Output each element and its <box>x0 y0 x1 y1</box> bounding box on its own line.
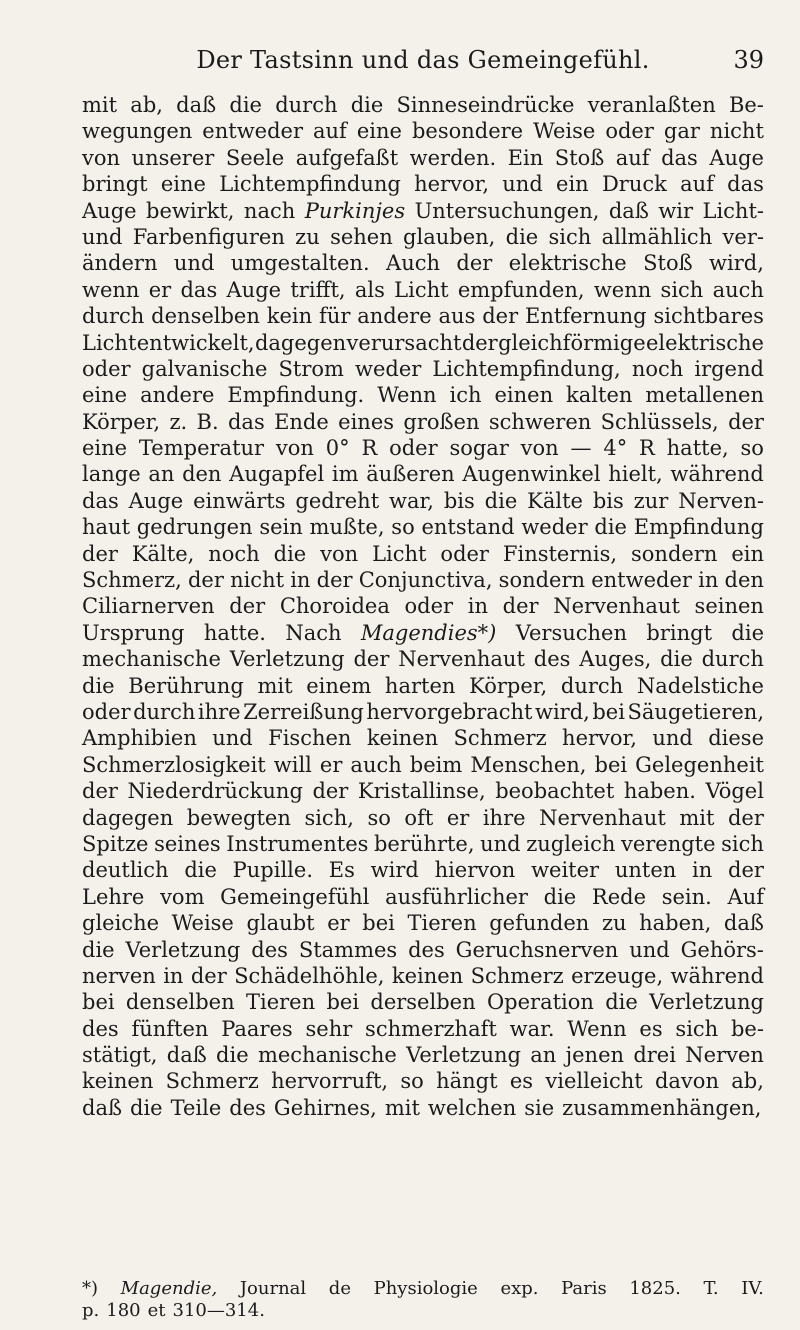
text-line: dagegen bewegten sich, so oft er ihre Nervenhaut mit der <box>82 805 764 830</box>
text-line: ändern und umgestalten. Auch der elektrische Stoß wird, <box>82 251 764 276</box>
text-line: bei denselben Tieren bei derselben Operation die Verletzung <box>82 990 764 1015</box>
text-line: stätigt, daß die mechanische Verletzung an jenen drei Nerven <box>82 1043 764 1068</box>
footnote <box>82 1278 764 1322</box>
text-line: Licht entwickelt, dagegen verursacht der gleichförmige elektrische <box>82 330 764 355</box>
text-line: wegungen entweder auf eine besondere Weise oder gar nicht <box>82 119 764 144</box>
text-line: Schmerzlosigkeit will er auch beim Menschen, bei Gelegenheit <box>82 752 764 777</box>
text-line: der Kälte, noch die von Licht oder Finsternis, sondern ein <box>82 541 764 566</box>
running-head <box>82 46 764 80</box>
text-line: eine andere Empfindung. Wenn ich einen kalten metallenen <box>82 383 764 408</box>
text-line: nerven in der Schädelhöhle, keinen Schmerz erzeuge, während <box>82 963 764 988</box>
text-line: wenn er das Auge trifft, als Licht empfunden, wenn sich auch <box>82 277 764 302</box>
text-line: Ciliarnerven der Choroidea oder in der Nervenhaut seinen <box>82 594 764 619</box>
text-line: Ursprung hatte. Nach Magendies*) Versuchen bringt die <box>82 620 764 645</box>
text-line: mechanische Verletzung der Nervenhaut des Auges, die durch <box>82 647 764 672</box>
text-line: durch denselben kein für andere aus der Entfernung sichtbares <box>82 304 764 329</box>
text-line: Amphibien und Fischen keinen Schmerz hervor, und diese <box>82 726 764 751</box>
body-text <box>82 92 764 1121</box>
text-line: deutlich die Pupille. Es wird hiervon weiter unten in der <box>82 858 764 883</box>
text-line: die Berührung mit einem harten Körper, durch Nadelstiche <box>82 673 764 698</box>
text-line: haut gedrungen sein mußte, so entstand weder die Empfindung <box>82 515 764 540</box>
running-title: Der Tastsinn und das Gemeingefühl. <box>196 46 650 74</box>
text-line: eine Temperatur von 0° R oder sogar von — 4° R hatte, so <box>82 436 764 461</box>
text-line: mit ab, daß die durch die Sinneseindrücke veranlaßten Be- <box>82 93 764 117</box>
text-line: der Niederdrückung der Kristallinse, beobachtet haben. Vögel <box>82 779 764 804</box>
text-line: des fünften Paares sehr schmerzhaft war. Wenn es sich be- <box>82 1016 764 1041</box>
footnote-line: p. 180 et 310—314. <box>82 1300 265 1321</box>
text-line: Körper, z. B. das Ende eines großen schweren Schlüssels, der <box>82 409 764 434</box>
page-number: 39 <box>733 46 764 74</box>
text-line: Spitze seines Instrumentes berührte, und zugleich verengte sich <box>82 831 764 856</box>
text-line: und Farbenfiguren zu sehen glauben, die sich allmählich ver- <box>82 224 764 249</box>
text-line: lange an den Augapfel im äußeren Augenwinkel hielt, während <box>82 462 764 487</box>
text-line: oder galvanische Strom weder Lichtempfindung, noch irgend <box>82 356 764 381</box>
text-line: Lehre vom Gemeingefühl ausführlicher die Rede sein. Auf <box>82 884 764 909</box>
text-line: oder durch ihre Zerreißung hervorgebracht wird, bei Säugetieren, <box>82 699 764 724</box>
text-line: das Auge einwärts gedreht war, bis die Kälte bis zur Nerven- <box>82 488 764 513</box>
text-line: bringt eine Lichtempfindung hervor, und ein Druck auf das <box>82 172 764 197</box>
text-line: Schmerz, der nicht in der Conjunctiva, sondern entweder in den <box>82 568 764 593</box>
text-line: die Verletzung des Stammes des Geruchsnerven und Gehörs- <box>82 937 764 962</box>
text-line: von unserer Seele aufgefaßt werden. Ein Stoß auf das Auge <box>82 145 764 170</box>
text-line: gleiche Weise glaubt er bei Tieren gefunden zu haben, daß <box>82 911 764 936</box>
text-line: keinen Schmerz hervorruft, so hängt es vielleicht davon ab, <box>82 1069 764 1094</box>
text-line: Auge bewirkt, nach Purkinjes Untersuchungen, daß wir Licht- <box>82 198 764 223</box>
text-line: daß die Teile des Gehirnes, mit welchen sie zusammenhängen, <box>82 1095 762 1120</box>
footnote-line: *) Magendie, Journal de Physiologie exp. Paris 1825. T. IV. <box>82 1278 764 1299</box>
